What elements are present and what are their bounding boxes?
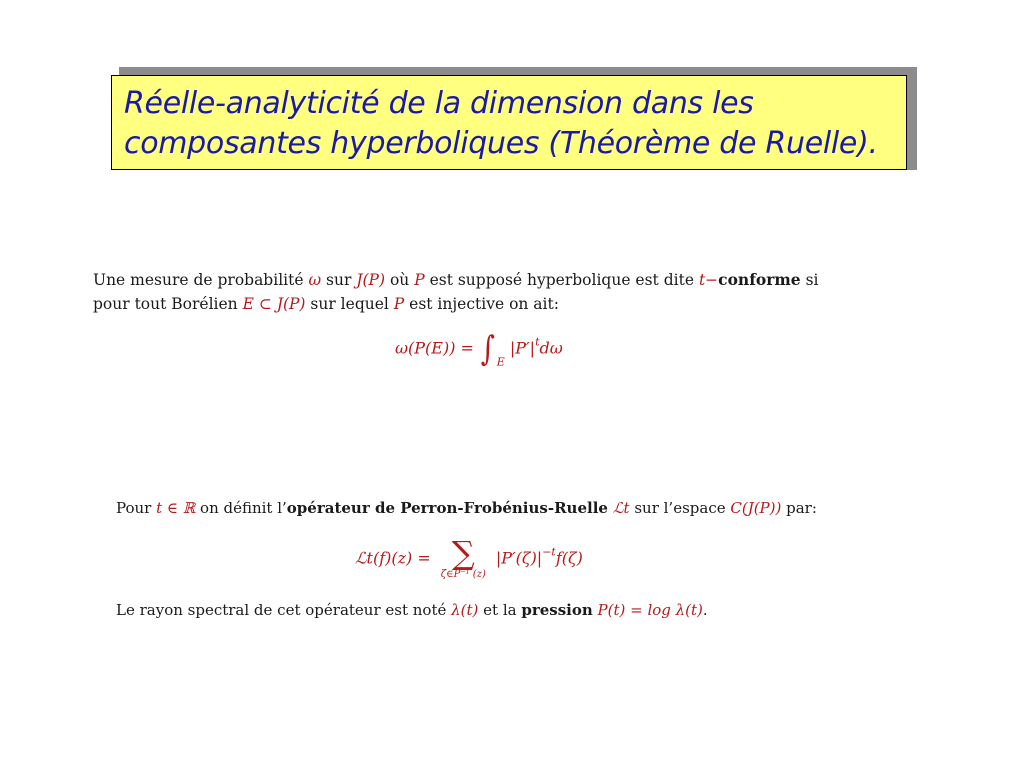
math-p: P <box>393 295 405 313</box>
math-lambda: λ(t) <box>451 601 479 619</box>
term-pression: pression <box>521 601 593 619</box>
sum-sign: ∑ <box>451 534 475 572</box>
math-pressure: P(t) = log λ(t) <box>597 601 703 619</box>
integrand: |P′| <box>509 338 536 358</box>
conformal-measure-line-2 <box>93 292 559 316</box>
operator-definition-line <box>116 496 817 520</box>
equation-lhs: ω(P(E)) = <box>395 338 474 358</box>
text: si <box>800 271 819 289</box>
math-space-c: C(J(P)) <box>730 499 782 517</box>
math-omega: ω <box>308 271 322 289</box>
text: par: <box>781 499 817 517</box>
text: Une mesure de probabilité <box>93 271 309 289</box>
term-conforme: conforme <box>718 270 801 289</box>
slide-title-line-1: Réelle-analyticité de la dimension dans les <box>124 86 754 121</box>
math-borel-set: E ⊂ J(P) <box>242 295 306 313</box>
sum-term: |P′(ζ)| <box>495 548 543 568</box>
text: Le rayon spectral de cet opérateur est noté <box>116 601 452 619</box>
math-t-real: t ∈ ℝ <box>156 499 196 517</box>
text: . <box>702 601 708 619</box>
conformal-measure-equation <box>395 329 563 369</box>
math-julia-set: J(P) <box>356 271 386 289</box>
pressure-definition-line <box>116 598 708 622</box>
exponent: −t <box>542 545 556 559</box>
sum-function: f(ζ) <box>555 548 583 568</box>
text: sur lequel <box>305 295 394 313</box>
slide-title-line-2: composantes hyperboliques (Théorème de Ruelle). <box>124 126 878 161</box>
exponent: t <box>535 335 540 349</box>
text: et la <box>478 601 522 619</box>
text: est supposé hyperbolique est dite <box>424 271 699 289</box>
text: est injective on ait: <box>404 295 559 313</box>
integral-subscript: E <box>496 355 505 369</box>
text: pour tout Borélien <box>93 295 243 313</box>
integral-sign: ∫ <box>480 329 495 369</box>
sum-block <box>440 534 486 581</box>
term-operator: opérateur de Perron-Frobénius-Ruelle <box>286 499 608 517</box>
text: on définit l’ <box>195 499 287 517</box>
equation-lhs: ℒt(f)(z) = <box>355 548 431 568</box>
operator-equation <box>355 534 583 581</box>
conformal-measure-line-1 <box>93 268 818 292</box>
text: Pour <box>116 499 157 517</box>
math-p: P <box>414 271 425 289</box>
text: sur <box>321 271 357 289</box>
sum-subscript: ζ∈P⁻¹ (z) <box>440 569 486 580</box>
text: où <box>385 271 415 289</box>
math-t: t− <box>698 271 719 289</box>
title-box <box>111 75 907 170</box>
differential: dω <box>539 338 563 358</box>
math-operator-l: ℒt <box>612 499 630 517</box>
text: sur l’espace <box>629 499 731 517</box>
